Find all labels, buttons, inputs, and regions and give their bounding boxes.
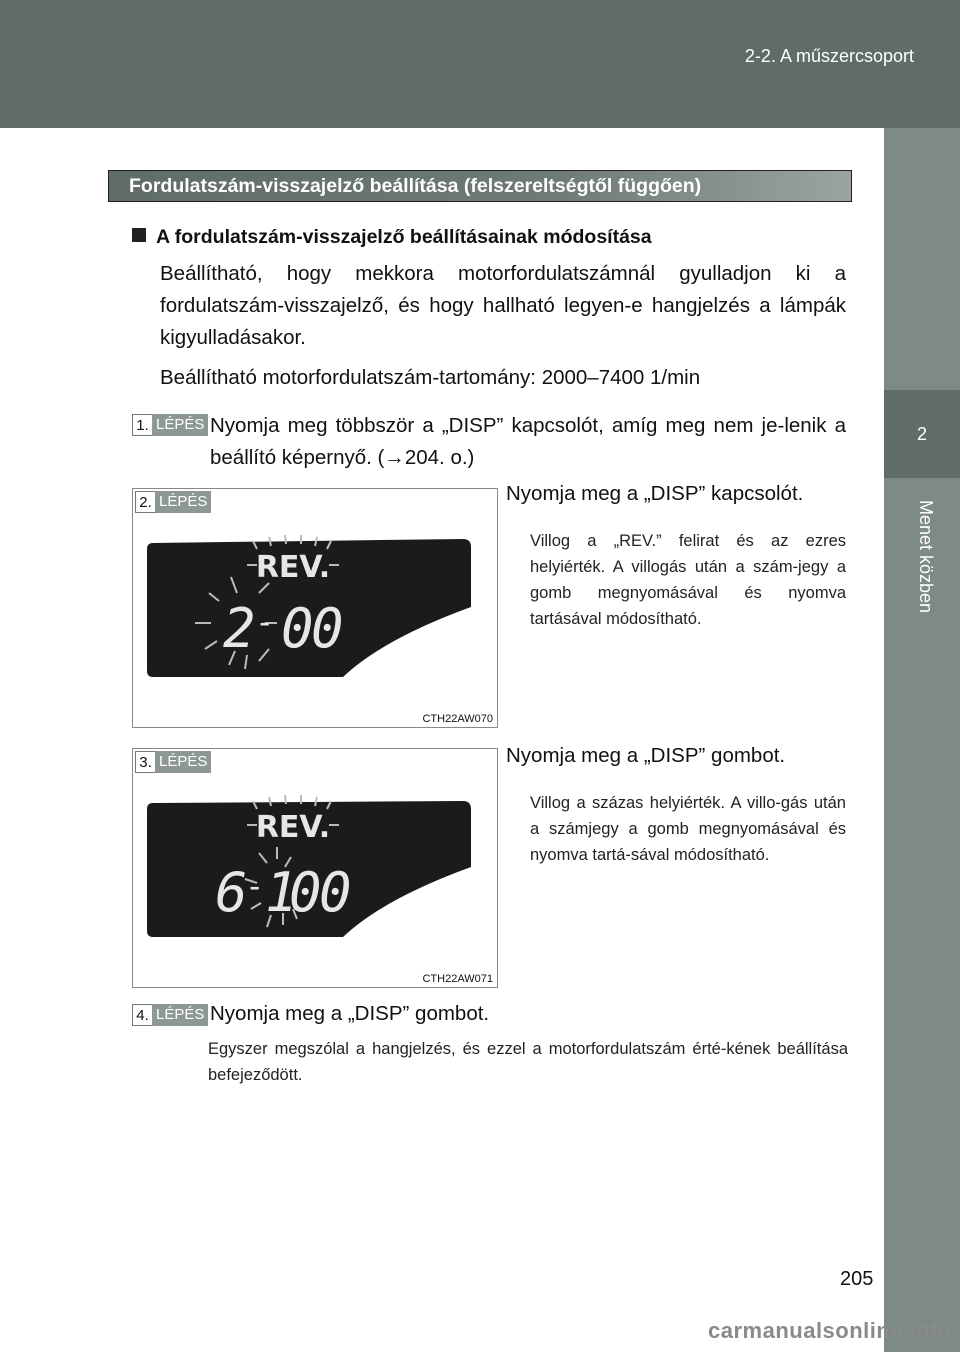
side-tab-top <box>884 128 960 390</box>
step-label: LÉPÉS <box>152 1004 208 1026</box>
subsection-intro: Beállítható, hogy mekkora motorfordulatszámnál gyulladjon ki a fordulatszám-visszajelző, és hogy hallható legyen-e hangjelzés a lámpák kigyulladásakor. <box>160 262 846 349</box>
subsection-heading <box>132 226 652 249</box>
step-number: 1. <box>132 414 152 436</box>
display-digit: - <box>245 867 265 905</box>
display-illustration-step-3 <box>133 749 497 987</box>
display-rev-label: REV. <box>255 550 331 585</box>
step-2-heading: Nyomja meg a „DISP” kapcsolót. <box>506 482 804 505</box>
side-tab-chapter-label: Menet közben <box>916 500 936 614</box>
figure-code: CTH22AW071 <box>422 973 493 985</box>
display-digit: 2 <box>223 597 256 660</box>
step-number: 2. <box>135 491 155 513</box>
step-4-detail: Egyszer megszólal a hangjelzés, és ezzel a motorfordulatszám érté-kének beállítása befejeződött. <box>208 1040 848 1084</box>
rpm-range: Beállítható motorfordulatszám-tartomány: 2000–7400 1/min <box>160 366 701 389</box>
section-title: Fordulatszám-visszajelző beállítása (felszereltségtől függően) <box>108 170 852 202</box>
step-1-text: Nyomja meg többször a „DISP” kapcsolót, amíg meg nem je-lenik a beállító képernyő. (→204. o.) <box>210 414 846 469</box>
figure-code: CTH22AW070 <box>422 713 493 725</box>
display-digit: 1 <box>265 861 298 924</box>
step-number: 4. <box>132 1004 152 1026</box>
display-digit: 0 <box>281 597 314 660</box>
step-label: LÉPÉS <box>155 751 211 773</box>
step-4-heading: Nyomja meg a „DISP” gombot. <box>210 1002 490 1025</box>
step-3-detail: Villog a százas helyiérték. A villo-gás után a számjegy a gomb megnyomásával és nyomva tartá-sával módosítható. <box>530 794 846 864</box>
header-section-title: 2-2. A műszercsoport <box>744 46 914 66</box>
display-digit: 0 <box>311 597 344 660</box>
display-digit: 0 <box>319 861 352 924</box>
page-number: 205 <box>840 1268 874 1290</box>
display-digit: - <box>255 603 275 641</box>
figure-step-2 <box>132 488 498 728</box>
display-illustration-step-2 <box>133 489 497 727</box>
step-badge-1 <box>132 414 208 436</box>
step-label: LÉPÉS <box>152 414 208 436</box>
step-3-heading: Nyomja meg a „DISP” gombot. <box>506 744 786 767</box>
side-tab-chapter-number: 2 <box>884 390 960 478</box>
square-bullet-icon <box>132 228 146 242</box>
display-digit: 0 <box>289 861 322 924</box>
display-rev-label: REV. <box>255 810 331 845</box>
step-2-detail: Villog a „REV.” felirat és az ezres helyiérték. A villogás után a szám-jegy a gomb megnyomásával és nyomva tartásával módosítható. <box>530 532 846 628</box>
step-badge-4 <box>132 1004 208 1026</box>
figure-step-3 <box>132 748 498 988</box>
step-number: 3. <box>135 751 155 773</box>
step-label: LÉPÉS <box>155 491 211 513</box>
display-digit: 6 <box>215 861 248 924</box>
subsection-heading-text: A fordulatszám-visszajelző beállításainak módosítása <box>156 226 652 248</box>
watermark: carmanualsonline.info <box>708 1318 952 1343</box>
